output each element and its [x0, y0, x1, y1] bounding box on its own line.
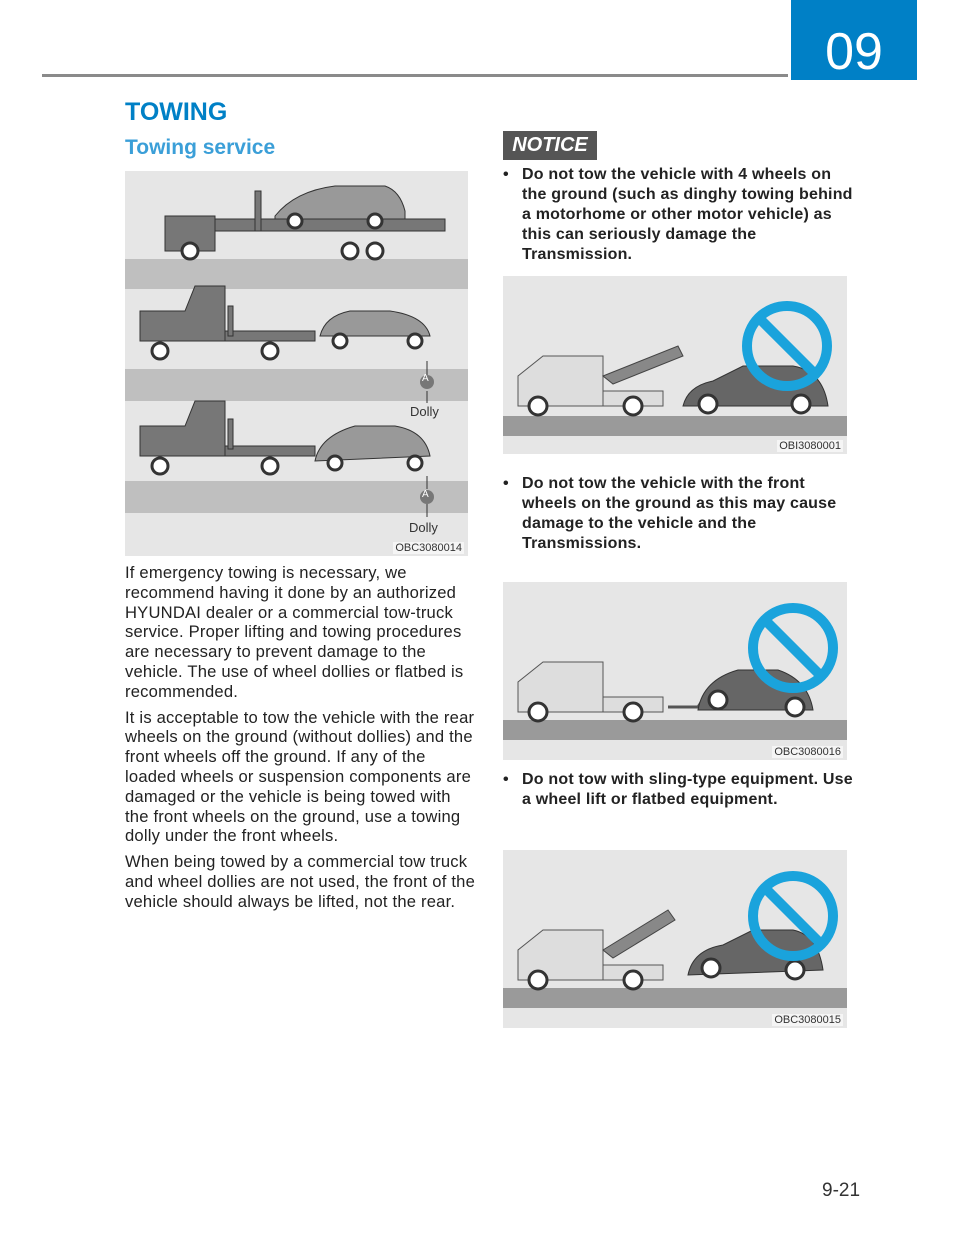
bullet: •: [503, 771, 509, 788]
paragraph: When being towed by a commercial tow truck and wheel dollies are not used, the front of the vehicle should always be lifted, not the rear.: [125, 852, 475, 911]
notice-item: [503, 165, 853, 265]
section-subtitle: Towing service: [125, 136, 276, 159]
page-number: 9-21: [822, 1180, 861, 1201]
bullet: •: [503, 166, 509, 183]
figure-code: OBI3080001: [779, 440, 841, 452]
chapter-tab: 09: [791, 0, 917, 80]
prohibited-icon: [753, 608, 833, 688]
figure-code: OBC3080016: [774, 746, 841, 758]
notice-text: Do not tow the vehicle with the front wheels on the ground as this may cause damage to the vehicle and the Transmissions.: [522, 475, 837, 552]
header-rule: [42, 74, 788, 77]
notice-item: [503, 770, 853, 810]
callout-label: Dolly: [410, 404, 439, 419]
towing-methods-illustration: [125, 171, 468, 556]
figure-code: OBC3080015: [774, 1014, 841, 1026]
prohibited-towing-illustration: [503, 582, 847, 760]
prohibited-towing-illustration: [503, 276, 847, 454]
notice-text: Do not tow the vehicle with 4 wheels on the ground (such as dinghy towing behind a motorhome or other motor vehicle) as this can seriously damage the Transmission.: [522, 166, 853, 263]
notice-badge: NOTICE: [503, 131, 597, 160]
section-title: TOWING: [125, 98, 228, 126]
body-text: [125, 563, 475, 918]
prohibited-towing-illustration: [503, 850, 847, 1028]
notice-text: Do not tow with sling-type equipment. Use a wheel lift or flatbed equipment.: [522, 771, 853, 808]
notice-item: [503, 474, 853, 554]
paragraph: If emergency towing is necessary, we recommend having it done by an authorized HYUNDAI dealer or a commercial tow-truck service. Proper lifting and towing procedures are necessary to prevent damage to the vehicle. The use of wheel dollies or flatbed is recommended.: [125, 563, 464, 701]
paragraph: It is acceptable to tow the vehicle with the rear wheels on the ground (without dollies) and the front wheels off the ground. If any of the loaded wheels or suspension components are damaged or the vehicle is being towed with the front wheels on the ground, use a towing dolly under the front wheels.: [125, 707, 475, 846]
callout-letter: A: [422, 373, 429, 384]
callout-label: Dolly: [409, 520, 438, 535]
bullet: •: [503, 475, 509, 492]
figure-code: OBC3080014: [395, 542, 462, 554]
callout-letter: A: [422, 489, 429, 500]
